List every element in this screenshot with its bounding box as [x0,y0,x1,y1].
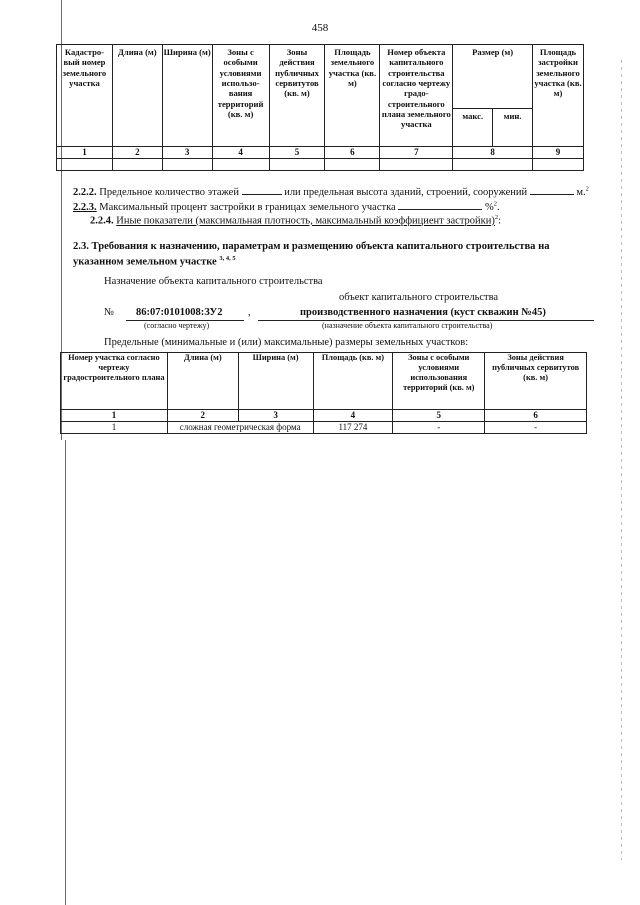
column-number: 4 [212,147,269,159]
header-special-zones: Зоны с особыми условиями использования территорий (кв. м) [393,353,485,410]
header-plot-number: Номер участка согласно чертежу градостроительного плана [61,353,168,410]
section-2-3-text: указанном земельном участке [73,256,217,268]
footnote-marker: 3, 4, 5 [219,255,236,262]
page-edge-shadow [621,60,622,860]
plot-sizes-table [60,352,587,434]
column-number: 3 [238,410,313,422]
plot-number-cell: 1 [61,421,168,433]
shape-cell: сложная геометрическая форма [167,421,313,433]
unit: м. [576,187,586,198]
para-text: Максимальный процент застройки в границах земельного участка [99,202,396,213]
column-number: 6 [325,147,380,159]
building-parameters-table [56,44,584,171]
binding-margin-line-lower [65,440,66,905]
para-number: 2.2.2. [73,187,97,198]
header-size: Размер (м) [453,45,533,109]
percent-blank-field [398,200,482,210]
footnote-marker: 2 [493,200,497,208]
para-text: или предельная высота зданий, строений, сооружений [284,187,528,198]
floors-blank-field [242,185,282,195]
object-name-line2: производственного назначения (куст скважин №45) [300,307,546,318]
column-number: 5 [393,410,485,422]
height-blank-field [530,185,574,195]
header-plot-area: Площадь земельного участка (кв. м) [325,45,380,147]
object-purpose-caption: (назначение объекта капитального строительства) [322,321,493,330]
purpose-label: Назначение объекта капитального строительства [104,276,323,287]
footnote-marker: 2 [585,185,589,193]
column-number: 5 [269,147,325,159]
object-number: 86:07:0101008:ЗУ2 [136,307,223,318]
para-number: 2.2.3. [73,202,97,213]
header-built-area: Площадь застройки земельного участка (кв. м) [532,45,583,147]
section-2-3-title: 2.3. Требования к назначению, параметрам и размещению объекта капитального строительства на [73,241,550,252]
header-size-min: мин. [493,109,533,147]
para-2-2-4: 2.2.4. Иные показатели (максимальная плотность, максимальный коэффициент застройки)$^2$: [90,214,502,227]
header-servitude-zones: Зоны действия публичных сервитутов (кв. м) [269,45,325,147]
column-number: 9 [532,147,583,159]
para-text: Предельное количество этажей [99,187,239,198]
header-length: Длина (м) [112,45,162,147]
column-number: 1 [57,147,113,159]
zones-cell: - [393,421,485,433]
column-number: 1 [61,410,168,422]
header-size-max: макс. [453,109,493,147]
sizes-label: Предельные (минимальные и (или) максимальные) размеры земельных участков: [104,337,469,348]
column-number-row [57,147,584,159]
object-comma: , [248,307,251,318]
column-number: 4 [313,410,393,422]
servitudes-cell: - [485,421,587,433]
column-number: 8 [453,147,533,159]
para-2-2-3: 2.2.3. Максимальный процент застройки в границах земельного участка %$^2$. [73,200,500,213]
header-width: Ширина (м) [162,45,212,147]
header-special-zones: Зоны с особыми условиями использо-вания территорий (кв. м) [212,45,269,147]
column-number: 6 [485,410,587,422]
object-number-caption: (согласно чертежу) [144,321,210,330]
object-name-line1: объект капитального строительства [339,292,499,303]
header-servitude-zones: Зоны действия публичных сервитутов (кв. м) [485,353,587,410]
column-number: 7 [380,147,453,159]
column-number: 2 [167,410,238,422]
footnote-marker: 2 [494,214,499,221]
header-area: Площадь (кв. м) [313,353,393,410]
object-no-label: № [104,307,115,318]
table-row [57,159,584,171]
section-2-3-title-cont [73,255,236,268]
table-row [61,421,587,433]
column-number: 2 [112,147,162,159]
header-cadastral-number: Кадастро-вый номер земельного участка [57,45,113,147]
header-object-number: Номер объекта капитального строительства согласно чертежу градо-строительного плана земельного участка [380,45,453,147]
header-width: Ширина (м) [238,353,313,410]
para-text: Иные показатели (максимальная плотность, максимальный коэффициент застройки) [116,215,495,227]
page-number: 458 [311,22,329,34]
area-cell: 117 274 [313,421,393,433]
column-number-row [61,410,587,422]
unit: % [484,202,494,213]
para-number: 2.2.4. [90,215,114,227]
para-2-2-2 [73,185,589,198]
header-length: Длина (м) [167,353,238,410]
column-number: 3 [162,147,212,159]
